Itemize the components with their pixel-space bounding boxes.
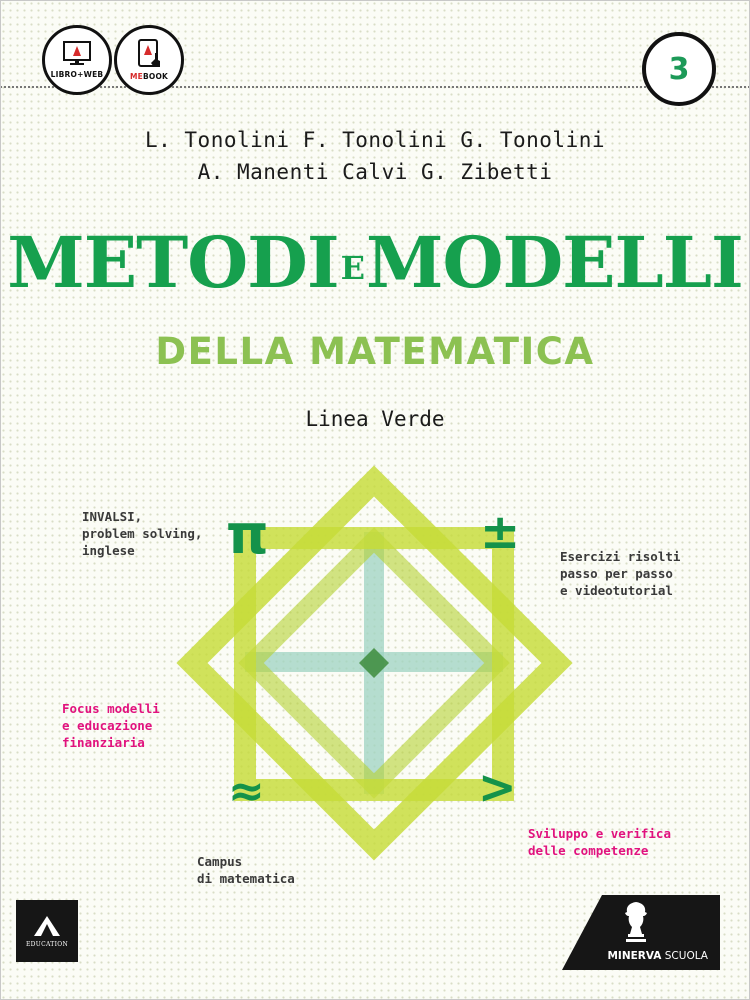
- publisher-right-bold: MINERVA: [607, 950, 662, 962]
- feature-sviluppo: Sviluppo e verifica delle competenze: [528, 826, 671, 858]
- mebook-prefix: ME: [129, 72, 143, 81]
- publisher-logo-left: [16, 900, 78, 962]
- title-word-2: MODELLI: [366, 221, 743, 304]
- feature-invalsi: INVALSI, problem solving, inglese: [82, 509, 203, 558]
- publisher-left-label: EDUCATION: [25, 941, 69, 948]
- plus-minus-symbol: ±: [480, 504, 521, 560]
- minerva-head-icon: [620, 901, 652, 945]
- greater-than-symbol: >: [478, 760, 517, 814]
- volume-number: 3: [642, 32, 716, 106]
- feature-campus: Campus di matematica: [197, 854, 295, 886]
- edition-label: Linea Verde: [305, 407, 445, 431]
- feature-esercizi: Esercizi risolti passo per passo e videotutorial: [560, 549, 681, 598]
- publisher-logo-right: [562, 895, 720, 970]
- authors-line-2: A. Manenti Calvi G. Zibetti: [197, 160, 553, 184]
- authors-line-1: L. Tonolini F. Tonolini G. Tonolini: [144, 128, 605, 152]
- feature-focus-modelli: Focus modelli e educazione finanziaria: [62, 701, 160, 750]
- pi-symbol: π: [226, 503, 269, 566]
- book-subtitle: DELLA MATEMATICA: [155, 330, 595, 373]
- title-word-1: METODI: [7, 221, 339, 304]
- title-conjunction: E: [340, 249, 365, 287]
- mebook-suffix: BOOK: [142, 72, 169, 81]
- publisher-right-label: [607, 950, 708, 962]
- publisher-right-light: SCUOLA: [664, 950, 708, 962]
- approx-symbol: ≈: [228, 766, 265, 817]
- triangle-logo-icon: [32, 914, 62, 938]
- libro-web-label: LIBRO+WEB: [50, 70, 104, 79]
